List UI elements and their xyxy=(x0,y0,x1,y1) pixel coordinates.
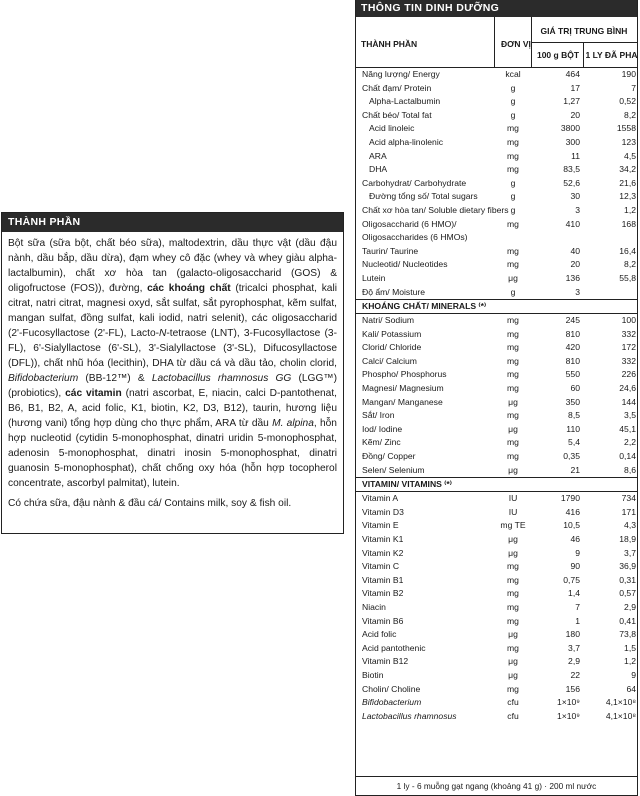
nutrient-row xyxy=(356,423,637,437)
nutrient-row xyxy=(356,601,637,615)
nutrient-value-per-100g: 83,5 xyxy=(563,164,580,175)
nutrient-name: Cholin/ Choline xyxy=(362,683,421,694)
nutrient-name: Phospho/ Phosphorus xyxy=(362,369,447,380)
nutrient-value-per-100g: 90 xyxy=(570,561,580,572)
ingredients-text-part: (natri ascorbat, E, niacin, calci D-pantothenat, B6, B1, B2, A, acid folic, K1, biotin, K2, D3, B12), taurin, hương liệu (hương vani) tổng hợp dùng cho thực phẩm, ARA từ dầu xyxy=(8,388,337,429)
nutrient-value-per-100g: 550 xyxy=(565,369,580,380)
nutrient-row xyxy=(356,587,637,601)
ingredients-text-part: (BB-12™) & xyxy=(78,373,152,384)
nutrient-unit: g xyxy=(510,286,516,297)
nutrient-value-per-100g: 3,7 xyxy=(568,642,580,653)
nutrient-row xyxy=(356,547,637,561)
nutrient-value-per-100g: 1×10⁹ xyxy=(556,697,580,708)
nutrient-value-per-100g: 3 xyxy=(575,204,580,215)
nutrient-row xyxy=(356,409,637,423)
nutrient-row xyxy=(356,368,637,382)
nutrient-value-per-100g: 110 xyxy=(566,423,580,434)
nutrient-value-per-100g: 810 xyxy=(565,355,580,366)
nutrient-unit: mg xyxy=(507,259,519,270)
nutrient-name: Clorid/ Chloride xyxy=(362,342,422,353)
nutrient-name: Chất béo/ Total fat xyxy=(362,109,432,120)
nutrient-value-per-100g: 180 xyxy=(565,629,580,640)
nutrient-row xyxy=(356,396,637,410)
nutrient-unit: mg xyxy=(507,150,519,161)
nutrient-name: Biotin xyxy=(362,669,384,680)
nutrient-unit: mg xyxy=(507,328,519,339)
nutrient-row xyxy=(356,258,637,272)
nutrition-rows xyxy=(356,68,637,723)
nutrient-value-per-cup: 0,57 xyxy=(619,588,636,599)
nutrient-value-per-cup: 8,6 xyxy=(624,464,636,475)
nutrient-unit: μg xyxy=(508,656,518,667)
nutrient-name: Độ ẩm/ Moisture xyxy=(362,286,426,297)
header-divider xyxy=(531,42,637,43)
nutrient-value-per-100g: 2,9 xyxy=(568,656,580,667)
nutrient-value-per-100g: 1×10⁹ xyxy=(556,710,580,721)
nutrient-name: Mangan/ Manganese xyxy=(362,396,443,407)
nutrient-value-per-100g: 46 xyxy=(570,534,580,544)
nutrient-value-per-cup: 4,3 xyxy=(624,520,636,531)
nutrient-value-per-cup: 21,6 xyxy=(619,177,636,188)
nutrient-value-per-100g: 136 xyxy=(565,272,580,283)
ingredients-text-part: M. alpina xyxy=(272,418,314,429)
nutrient-value-per-cup: 734 xyxy=(621,493,636,504)
nutrient-value-per-cup: 123 xyxy=(621,136,636,147)
nutrient-unit: g xyxy=(510,96,516,107)
nutrient-unit: mg xyxy=(507,315,519,326)
nutrient-value-per-cup: 73,8 xyxy=(619,629,636,640)
nutrient-unit: μg xyxy=(508,669,518,680)
nutrient-row xyxy=(356,231,637,245)
nutrient-unit: g xyxy=(510,191,516,202)
nutrient-value-per-cup: 144 xyxy=(621,396,636,407)
nutrient-value-per-100g: 420 xyxy=(565,342,580,353)
nutrient-unit: mg xyxy=(507,136,519,147)
nutrient-row xyxy=(356,436,637,450)
ingredients-text-part: -tetraose (LNT), 3-Fucosyllactose (3-FL), 6'-Sialyllactose (6'-SL), 3'-Sialyllactose (3'-SL), Difucosyllactose (DFL)), chất nhũ hóa (lecithin), DHA từ dầu cá và dầu tảo, cholin clorid, xyxy=(8,328,337,369)
nutrient-value-per-100g: 1,4 xyxy=(568,588,580,599)
ingredients-text-part: Lactobacillus rhamnosus GG xyxy=(151,373,292,384)
nutrient-name: Lutein xyxy=(362,272,386,283)
nutrient-name: Đường tổng số/ Total sugars xyxy=(369,191,478,202)
nutrient-value-per-100g: 20 xyxy=(570,259,580,270)
nutrient-name: Niacin xyxy=(362,601,386,612)
nutrient-unit: mg xyxy=(507,601,519,612)
ingredients-minerals-label: các khoáng chất xyxy=(147,283,231,294)
nutrient-unit: mg TE xyxy=(500,520,526,531)
nutrient-row xyxy=(356,655,637,669)
nutrient-unit: g xyxy=(510,177,516,188)
nutrient-value-per-cup: 1,2 xyxy=(624,656,636,667)
nutrient-unit: mg xyxy=(507,683,519,694)
ingredients-text-part: , hỗn hợp nucleotid (cytidin 5-monophosphat, dinatri uridin 5-monophosphat, adenosin 5-monophosphat, dinatri inosin 5-monophosphat, dinatri guanosin 5-monophosphat), chất chống oxy hóa (hỗn hợp tocopherol concentrate, ascorbyl palmitat), lutein. xyxy=(8,418,337,489)
nutrient-name: Vitamin K2 xyxy=(362,547,404,558)
nutrient-row xyxy=(356,341,637,355)
nutrient-name: Vitamin K1 xyxy=(362,534,404,544)
nutrient-unit: IU xyxy=(508,506,518,517)
nutrient-name: Vitamin B1 xyxy=(362,574,404,585)
nutrient-row xyxy=(356,574,637,588)
nutrient-value-per-100g: 40 xyxy=(570,245,580,256)
ingredients-text-part: Bifidobacterium xyxy=(8,373,79,384)
nutrient-value-per-cup: 55,8 xyxy=(619,272,636,283)
nutrient-value-per-cup: 172 xyxy=(621,342,636,353)
nutrient-row xyxy=(356,533,637,547)
nutrient-value-per-100g: 416 xyxy=(565,506,580,517)
nutrient-value-per-cup: 8,2 xyxy=(624,109,636,120)
nutrient-name: Lactobacillus rhamnosus xyxy=(362,710,457,721)
nutrient-unit: mg xyxy=(507,574,519,585)
header-component: THÀNH PHẦN xyxy=(361,39,418,49)
nutrient-unit: IU xyxy=(508,493,518,504)
nutrient-value-per-cup: 34,2 xyxy=(619,164,636,175)
nutrient-row xyxy=(356,150,637,164)
nutrient-name: Acid pantothenic xyxy=(362,642,426,653)
nutrient-name: Oligosaccharid (6 HMO)/ xyxy=(362,218,457,229)
nutrient-name: Bifidobacterium xyxy=(362,697,422,708)
nutrient-unit: mg xyxy=(507,164,519,175)
nutrient-name: Vitamin B2 xyxy=(362,588,404,599)
nutrient-name: Acid linoleic xyxy=(369,123,415,134)
nutrient-name: Chất xơ hòa tan/ Soluble dietary fibers xyxy=(362,204,509,215)
nutrient-value-per-cup: 2,2 xyxy=(624,437,636,448)
nutrient-name: Vitamin B6 xyxy=(362,615,404,626)
nutrient-row xyxy=(356,710,637,724)
nutrient-row xyxy=(356,519,637,533)
nutrient-value-per-100g: 52,6 xyxy=(563,177,580,188)
ingredients-title: THÀNH PHẦN xyxy=(2,213,343,232)
nutrient-value-per-100g: 5,4 xyxy=(568,437,580,448)
nutrient-unit: μg xyxy=(508,464,518,475)
nutrient-value-per-cup: 3,7 xyxy=(624,547,636,558)
nutrient-unit: μg xyxy=(508,629,518,640)
header-per-cup: 1 LY ĐÃ PHA xyxy=(585,50,638,60)
nutrient-unit: mg xyxy=(507,369,519,380)
nutrient-value-per-100g: 30 xyxy=(570,191,580,202)
nutrient-row xyxy=(356,177,637,191)
nutrient-row xyxy=(356,642,637,656)
nutrient-name: Natri/ Sodium xyxy=(362,315,415,326)
nutrient-row xyxy=(356,190,637,204)
section-title: VITAMIN/ VITAMINS ⁽*⁾ xyxy=(362,479,452,490)
nutrient-row xyxy=(356,669,637,683)
allergen-statement: Có chứa sữa, đậu nành & đầu cá/ Contains milk, soy & fish oil. xyxy=(8,498,292,509)
nutrient-name: Iod/ Iodine xyxy=(362,423,403,434)
ingredients-text-part: (tricalci phosphat, kali citrat, natri citrat, magnesi oxyd, sắt sulfat, sắt pyrophosphat, kẽm sulfat, mangan sulfat, đồng sulfat, kali iodid, natri selenit), các oligosaccharid (2'-Fucosyllactose (2'-FL), Lacto- xyxy=(8,283,337,339)
nutrient-name: Oligosaccharides (6 HMOs) xyxy=(362,232,468,243)
nutrient-value-per-cup: 1,2 xyxy=(624,204,636,215)
nutrient-row xyxy=(356,560,637,574)
nutrient-value-per-100g: 156 xyxy=(565,683,580,694)
serving-note: 1 ly - 6 muỗng gạt ngang (khoảng 41 g) · 200 ml nước xyxy=(356,776,637,795)
ingredients-text-part: (LGG™) (probiotics), xyxy=(8,373,337,399)
nutrient-row xyxy=(356,355,637,369)
nutrient-name: Kẽm/ Zinc xyxy=(362,437,401,448)
nutrient-value-per-cup: 2,9 xyxy=(624,601,636,612)
nutrient-value-per-cup: 36,9 xyxy=(619,561,636,572)
nutrient-value-per-cup: 4,1×10⁸ xyxy=(605,710,636,721)
nutrient-unit: mg xyxy=(507,451,519,462)
nutrient-name: Đồng/ Copper xyxy=(362,451,416,462)
nutrient-value-per-100g: 20 xyxy=(570,109,580,120)
nutrient-unit: μg xyxy=(508,423,518,434)
nutrient-name: Alpha-Lactalbumin xyxy=(369,96,441,107)
nutrient-name: Acid folic xyxy=(362,629,397,640)
nutrient-row xyxy=(356,68,637,82)
nutrient-value-per-cup: 7 xyxy=(631,82,636,93)
nutrient-unit: mg xyxy=(507,355,519,366)
nutrient-row xyxy=(356,628,637,642)
nutrient-value-per-100g: 22 xyxy=(570,669,580,680)
nutrient-value-per-100g: 21 xyxy=(570,464,580,475)
nutrient-value-per-cup: 16,4 xyxy=(619,245,636,256)
nutrient-row xyxy=(356,328,637,342)
header-average-value: GIÁ TRỊ TRUNG BÌNH xyxy=(540,26,628,36)
nutrient-value-per-cup: 0,31 xyxy=(619,574,636,585)
header-unit: ĐƠN VỊ xyxy=(501,39,531,49)
nutrient-name: Carbohydrat/ Carbohydrate xyxy=(362,177,467,188)
nutrient-name: Kali/ Potassium xyxy=(362,328,422,339)
nutrient-unit: μg xyxy=(508,396,518,407)
nutrient-row xyxy=(356,122,637,136)
nutrient-unit: cfu xyxy=(507,697,519,708)
nutrient-row xyxy=(356,314,637,328)
ingredients-text xyxy=(2,232,343,511)
nutrient-value-per-cup: 190 xyxy=(621,69,636,79)
nutrient-name: Calci/ Calcium xyxy=(362,355,417,366)
nutrient-unit: μg xyxy=(508,547,518,558)
nutrient-row xyxy=(356,272,637,286)
nutrient-name: Chất đạm/ Protein xyxy=(362,82,432,93)
nutrient-value-per-100g: 9 xyxy=(575,547,580,558)
nutrient-row xyxy=(356,696,637,710)
nutrient-name: Vitamin A xyxy=(362,493,399,504)
nutrient-name: Taurin/ Taurine xyxy=(362,245,419,256)
column-divider xyxy=(494,17,495,67)
nutrient-unit: mg xyxy=(507,218,519,229)
nutrient-value-per-100g: 350 xyxy=(565,396,580,407)
nutrient-value-per-cup: 171 xyxy=(621,506,636,517)
nutrient-value-per-cup: 8,2 xyxy=(624,259,636,270)
nutrient-unit: μg xyxy=(508,534,518,544)
nutrient-value-per-100g: 7 xyxy=(575,601,580,612)
nutrient-row xyxy=(356,492,637,506)
nutrient-row xyxy=(356,136,637,150)
nutrient-value-per-cup: 0,14 xyxy=(619,451,636,462)
nutrient-value-per-cup: 12,3 xyxy=(619,191,636,202)
nutrient-row xyxy=(356,109,637,123)
nutrient-value-per-cup: 45,1 xyxy=(619,423,636,434)
nutrient-value-per-cup: 100 xyxy=(621,315,636,326)
nutrient-name: Acid alpha-linolenic xyxy=(369,136,444,147)
section-header xyxy=(356,299,637,314)
ingredients-text-part: Bột sữa (sữa bột, chất béo sữa), maltodextrin, dầu thực vật (dầu đậu nành, dầu bắp, dầu dừa), đạm whey cô đặc (whey và whey giàu alpha-lactalbumin), chất xơ hòa tan (galacto-oligosaccharid (GOS) & oligofructose (FOS)), đường, xyxy=(8,238,337,294)
nutrition-panel xyxy=(355,0,638,796)
nutrient-value-per-100g: 810 xyxy=(565,328,580,339)
nutrient-value-per-cup: 332 xyxy=(621,355,636,366)
nutrient-unit: mg xyxy=(507,437,519,448)
nutrient-value-per-100g: 3800 xyxy=(560,123,580,134)
nutrient-value-per-cup: 168 xyxy=(621,218,636,229)
nutrient-value-per-cup: 64 xyxy=(626,683,636,694)
nutrient-value-per-100g: 1,27 xyxy=(563,96,580,107)
ingredients-panel xyxy=(1,212,344,534)
nutrient-row xyxy=(356,245,637,259)
nutrient-value-per-cup: 226 xyxy=(621,369,636,380)
nutrient-value-per-100g: 410 xyxy=(565,218,580,229)
nutrient-value-per-cup: 1,5 xyxy=(624,642,636,653)
nutrient-value-per-cup: 4,5 xyxy=(624,150,636,161)
nutrient-row xyxy=(356,506,637,520)
nutrient-unit: mg xyxy=(507,561,519,572)
nutrient-value-per-cup: 3,5 xyxy=(624,410,636,421)
nutrient-value-per-cup: 0,52 xyxy=(619,96,636,107)
nutrient-row xyxy=(356,204,637,218)
nutrition-title: THÔNG TIN DINH DƯỠNG xyxy=(356,0,637,17)
nutrient-row xyxy=(356,82,637,96)
ingredients-text-part: N xyxy=(159,328,167,339)
nutrient-name: Vitamin E xyxy=(362,520,399,531)
section-header xyxy=(356,477,637,492)
nutrient-value-per-100g: 0,35 xyxy=(563,451,580,462)
nutrient-name: Vitamin C xyxy=(362,561,400,572)
nutrient-value-per-100g: 60 xyxy=(570,383,580,394)
nutrient-row xyxy=(356,286,637,300)
nutrient-row xyxy=(356,218,637,232)
nutrient-unit: mg xyxy=(507,588,519,599)
nutrient-unit: mg xyxy=(507,383,519,394)
nutrient-unit: mg xyxy=(507,245,519,256)
nutrient-value-per-cup: 1558 xyxy=(616,123,636,134)
ingredients-vitamins-label: các vitamin xyxy=(65,388,122,399)
nutrient-name: Năng lượng/ Energy xyxy=(362,69,440,79)
nutrient-name: DHA xyxy=(369,164,388,175)
nutrient-unit: mg xyxy=(507,642,519,653)
nutrient-row xyxy=(356,382,637,396)
nutrient-unit: mg xyxy=(507,410,519,421)
nutrient-name: ARA xyxy=(369,150,387,161)
nutrient-unit: g xyxy=(510,204,516,215)
nutrient-name: Magnesi/ Magnesium xyxy=(362,383,444,394)
section-title: KHOÁNG CHẤT/ MINERALS ⁽*⁾ xyxy=(362,301,487,312)
header-per-100g: 100 g BỘT xyxy=(536,50,580,60)
nutrient-value-per-100g: 8,5 xyxy=(568,410,580,421)
nutrient-unit: g xyxy=(510,109,516,120)
nutrient-value-per-100g: 3 xyxy=(575,286,580,297)
nutrient-value-per-cup: 24,6 xyxy=(619,383,636,394)
nutrient-row xyxy=(356,450,637,464)
nutrient-name: Vitamin B12 xyxy=(362,656,409,667)
nutrient-row xyxy=(356,615,637,629)
nutrient-value-per-cup: 18,9 xyxy=(619,534,636,544)
nutrient-value-per-100g: 1790 xyxy=(560,493,580,504)
nutrient-row xyxy=(356,95,637,109)
nutrition-table-header xyxy=(356,17,637,68)
nutrient-unit: mg xyxy=(507,123,519,134)
nutrient-value-per-100g: 464 xyxy=(565,69,580,79)
nutrient-unit: mg xyxy=(507,342,519,353)
nutrient-name: Selen/ Selenium xyxy=(362,464,425,475)
nutrient-value-per-cup: 4,1×10⁸ xyxy=(605,697,636,708)
nutrient-value-per-100g: 11 xyxy=(571,150,580,161)
nutrient-name: Vitamin D3 xyxy=(362,506,404,517)
nutrient-row xyxy=(356,464,637,478)
nutrient-unit: μg xyxy=(508,272,518,283)
nutrient-value-per-100g: 1 xyxy=(575,615,580,626)
nutrient-unit: cfu xyxy=(507,710,519,721)
nutrient-row xyxy=(356,163,637,177)
nutrient-value-per-100g: 10,5 xyxy=(563,520,580,531)
nutrient-value-per-100g: 300 xyxy=(565,136,580,147)
nutrient-unit: mg xyxy=(507,615,519,626)
nutrient-value-per-cup: 9 xyxy=(631,669,636,680)
nutrient-value-per-100g: 0,75 xyxy=(563,574,580,585)
nutrient-value-per-cup: 0,41 xyxy=(619,615,636,626)
nutrient-name: Sắt/ Iron xyxy=(362,410,395,421)
nutrient-value-per-100g: 245 xyxy=(565,315,580,326)
nutrient-value-per-cup: 332 xyxy=(621,328,636,339)
nutrient-unit: g xyxy=(510,82,516,93)
nutrient-name: Nucleotid/ Nucleotides xyxy=(362,259,448,270)
nutrient-unit: kcal xyxy=(505,69,521,79)
nutrient-row xyxy=(356,683,637,697)
nutrient-value-per-100g: 17 xyxy=(570,82,580,93)
